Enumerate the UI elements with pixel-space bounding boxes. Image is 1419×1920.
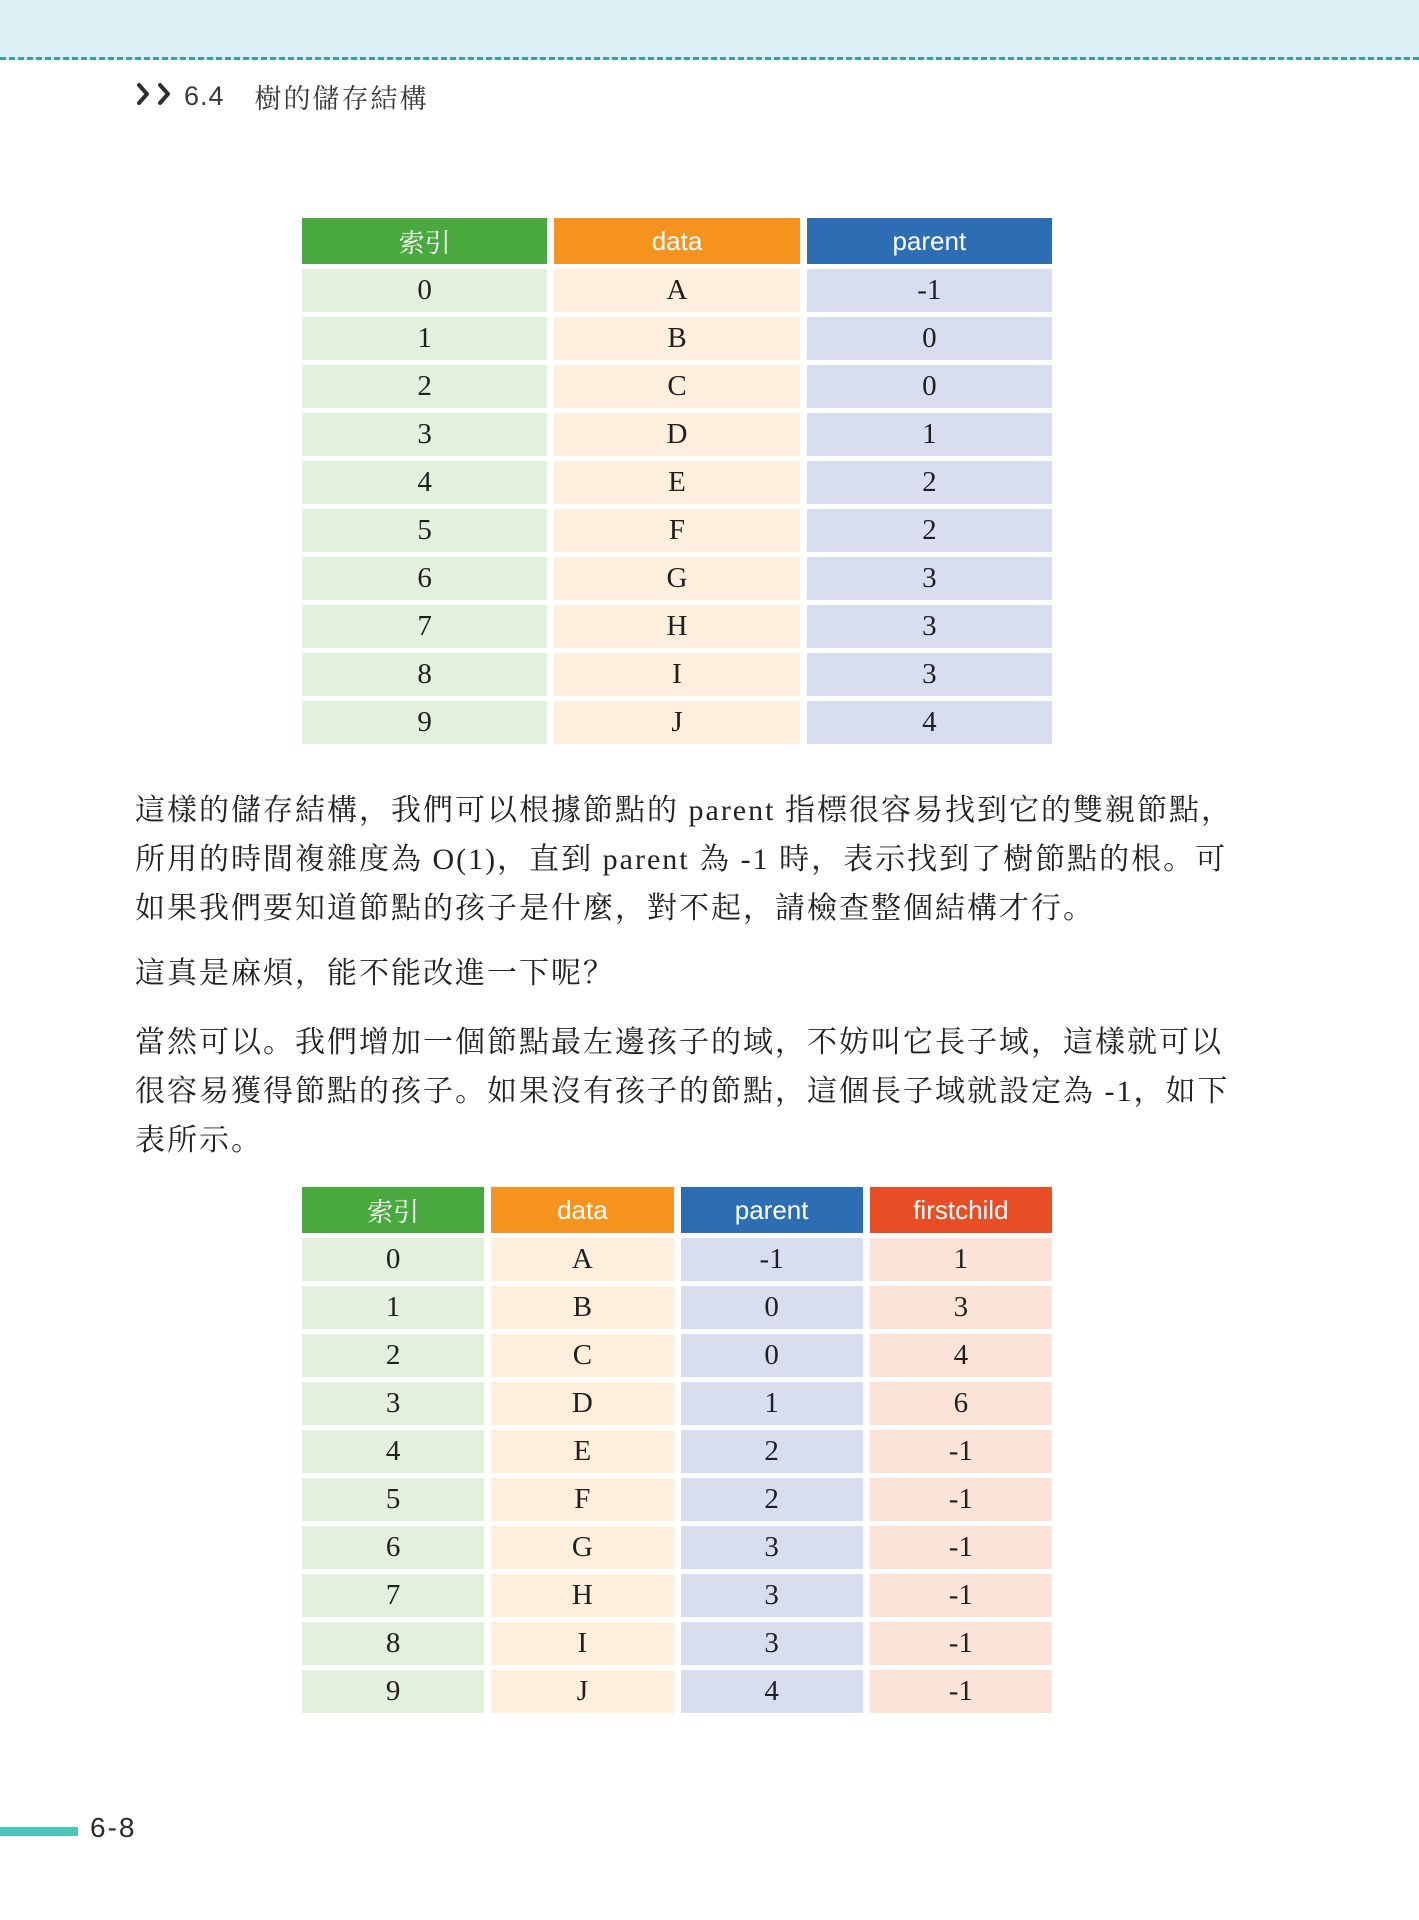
- chevron-right-icon: [157, 81, 171, 112]
- table-cell: F: [491, 1478, 673, 1521]
- table-cell: 1: [807, 413, 1052, 456]
- table-cell: C: [554, 365, 799, 408]
- parent-firstchild-table: [302, 1187, 1052, 1713]
- table-cell: 0: [681, 1286, 863, 1329]
- table-cell: 3: [681, 1622, 863, 1665]
- table-cell: 2: [681, 1430, 863, 1473]
- table-header-cell: 索引: [302, 1187, 484, 1233]
- table-cell: 3: [302, 413, 547, 456]
- table-cell: 3: [807, 653, 1052, 696]
- table-cell: 0: [681, 1334, 863, 1377]
- table-cell: I: [491, 1622, 673, 1665]
- table-header-cell: firstchild: [870, 1187, 1052, 1233]
- paragraph: [135, 1018, 1275, 1165]
- table-cell: C: [491, 1334, 673, 1377]
- chevron-right-icon: [136, 81, 150, 112]
- table-cell: 3: [681, 1526, 863, 1569]
- table-cell: 9: [302, 1670, 484, 1713]
- text-line: 很容易獲得節點的孩子。如果沒有孩子的節點，這個長子域就設定為 -1，如下: [135, 1075, 1230, 1108]
- text-line: 所用的時間複雜度為 O(1)，直到 parent 為 -1 時，表示找到了樹節點的根。可: [135, 843, 1228, 876]
- section-title: 樹的儲存結構: [254, 83, 429, 114]
- table-cell: H: [554, 605, 799, 648]
- section-number: 6.4: [184, 80, 225, 111]
- table-cell: -1: [870, 1526, 1052, 1569]
- table-cell: 7: [302, 1574, 484, 1617]
- table-cell: G: [554, 557, 799, 600]
- table-cell: 0: [302, 269, 547, 312]
- paragraph: [135, 786, 1275, 933]
- table-cell: 4: [807, 701, 1052, 744]
- table-cell: H: [491, 1574, 673, 1617]
- table-cell: -1: [870, 1670, 1052, 1713]
- table-cell: 4: [302, 1430, 484, 1473]
- table-header-cell: data: [491, 1187, 673, 1233]
- table-cell: E: [554, 461, 799, 504]
- body-text: [135, 786, 1275, 1165]
- table-header-cell: parent: [681, 1187, 863, 1233]
- table-cell: 0: [807, 365, 1052, 408]
- table-cell: J: [554, 701, 799, 744]
- table-cell: 7: [302, 605, 547, 648]
- table-cell: F: [554, 509, 799, 552]
- table-cell: 3: [807, 605, 1052, 648]
- table-header-cell: data: [554, 218, 799, 264]
- table-cell: 8: [302, 653, 547, 696]
- table-cell: 4: [870, 1334, 1052, 1377]
- table-cell: 5: [302, 509, 547, 552]
- text-line: 這樣的儲存結構，我們可以根據節點的 parent 指標很容易找到它的雙親節點，: [135, 794, 1233, 827]
- table-cell: 2: [807, 461, 1052, 504]
- table-cell: I: [554, 653, 799, 696]
- table-cell: 2: [302, 1334, 484, 1377]
- table-cell: 2: [807, 509, 1052, 552]
- table-header-cell: 索引: [302, 218, 547, 264]
- text-line: 表所示。: [135, 1124, 263, 1157]
- page-number: 6-8: [90, 1812, 137, 1843]
- table-cell: 1: [870, 1238, 1052, 1281]
- section-header: [136, 78, 429, 114]
- footer-accent-bar: [0, 1827, 78, 1836]
- table-cell: 2: [302, 365, 547, 408]
- table-cell: 3: [302, 1382, 484, 1425]
- table-cell: 6: [302, 557, 547, 600]
- text-line: 當然可以。我們增加一個節點最左邊孩子的域，不妨叫它長子域，這樣就可以: [135, 1026, 1223, 1059]
- table-cell: 1: [681, 1382, 863, 1425]
- text-line: 如果我們要知道節點的孩子是什麼，對不起，請檢查整個結構才行。: [135, 892, 1095, 925]
- table-cell: 0: [807, 317, 1052, 360]
- text-line: 這真是麻煩，能不能改進一下呢？: [135, 957, 615, 990]
- table-cell: -1: [870, 1478, 1052, 1521]
- table-cell: -1: [681, 1238, 863, 1281]
- table-cell: A: [491, 1238, 673, 1281]
- table-cell: 0: [302, 1238, 484, 1281]
- table-cell: 2: [681, 1478, 863, 1521]
- table-cell: -1: [870, 1622, 1052, 1665]
- table-cell: D: [491, 1382, 673, 1425]
- table-cell: J: [491, 1670, 673, 1713]
- table-cell: A: [554, 269, 799, 312]
- table-cell: 1: [302, 1286, 484, 1329]
- table-cell: 6: [302, 1526, 484, 1569]
- table-cell: -1: [870, 1574, 1052, 1617]
- table-cell: 3: [870, 1286, 1052, 1329]
- table-cell: G: [491, 1526, 673, 1569]
- table-cell: 5: [302, 1478, 484, 1521]
- table-cell: 4: [681, 1670, 863, 1713]
- table-cell: E: [491, 1430, 673, 1473]
- parent-pointer-table: [302, 218, 1052, 744]
- page-top-band: [0, 0, 1419, 60]
- table-cell: -1: [870, 1430, 1052, 1473]
- table-cell: 9: [302, 701, 547, 744]
- table-cell: B: [491, 1286, 673, 1329]
- table-header-cell: parent: [807, 218, 1052, 264]
- table-cell: 6: [870, 1382, 1052, 1425]
- table-cell: 3: [681, 1574, 863, 1617]
- table-cell: -1: [807, 269, 1052, 312]
- table-cell: 1: [302, 317, 547, 360]
- table-cell: 8: [302, 1622, 484, 1665]
- paragraph: [135, 949, 1275, 998]
- table-cell: 4: [302, 461, 547, 504]
- table-cell: 3: [807, 557, 1052, 600]
- table-cell: B: [554, 317, 799, 360]
- table-cell: D: [554, 413, 799, 456]
